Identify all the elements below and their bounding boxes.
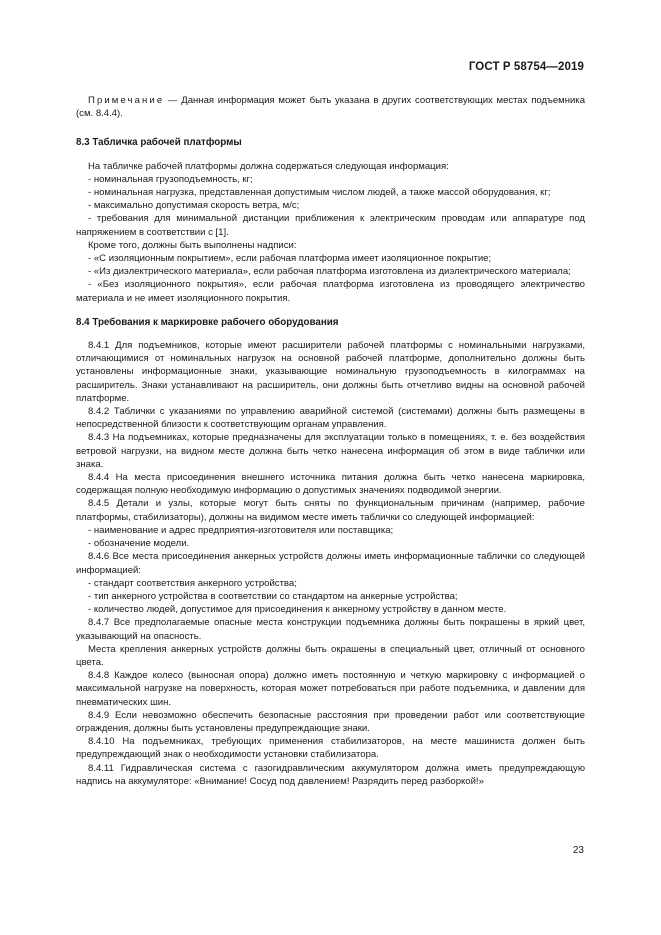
section-8-4-title: 8.4 Требования к маркировке рабочего оборудования <box>76 316 339 328</box>
paragraph-8-4-5: 8.4.5 Детали и узлы, которые могут быть сняты по функциональным причинам (например, рабочие платформы, стабилизаторы), должны на видимом месте иметь таблички со следующей информацией: <box>76 498 585 523</box>
paragraph-8-4-7b: Места крепления анкерных устройств должны быть окрашены в специальный цвет, отличный от основного цвета. <box>76 643 585 668</box>
paragraph-8-4-8: 8.4.8 Каждое колесо (выносная опора) должно иметь постоянную и четкую маркировку с информацией о максимальной нагрузке на поверхность, которая может потребоваться при работе подъемника, и давлении для пневматических шин. <box>76 670 585 708</box>
list-item: - максимально допустимая скорость ветра, м/с; <box>88 200 300 212</box>
paragraph-8-4-7: 8.4.7 Все предполагаемые опасные места конструкции подъемника должны быть покрашены в яркий цвет, указывающий на опасность. <box>76 617 585 642</box>
paragraph-8-4-11: 8.4.11 Гидравлическая система с газогидравлическим аккумулятором должна иметь предупреждающую надпись на аккумуляторе: «Внимание! Сосуд под давлением! Разрядить перед разборкой!» <box>76 762 585 787</box>
list-item: - «Без изоляционного покрытия», если рабочая платформа изготовлена из проводящего электричество материала и не имеет изоляционного покрытия. <box>76 279 585 304</box>
list-item: - тип анкерного устройства в соответствии со стандартом на анкерные устройства; <box>88 590 458 602</box>
paragraph-8-4-4: 8.4.4 На места присоединения внешнего источника питания должна быть четко нанесена маркировка, содержащая полную необходимую информацию о допустимых значениях подводимой энергии. <box>76 472 585 497</box>
section-8-3-title: 8.3 Табличка рабочей платформы <box>76 137 242 149</box>
list-item: - стандарт соответствия анкерного устройства; <box>88 577 297 589</box>
section-8-3-intro2: Кроме того, должны быть выполнены надписи: <box>88 239 297 251</box>
list-item: - «С изоляционным покрытием», если рабочая платформа имеет изоляционное покрытие; <box>88 253 492 265</box>
page-number: 23 <box>572 845 584 856</box>
list-item: - обозначение модели. <box>88 538 190 550</box>
paragraph-8-4-3: 8.4.3 На подъемниках, которые предназначены для эксплуатации только в помещениях, т. е. без воздействия ветровой нагрузки, на видном месте должна быть четко нанесена информация об этом в виде таблички или знака. <box>76 432 585 470</box>
note-text: — Данная информация может быть указана в других соответствующих местах подъемника (см. 8.4.4). <box>76 95 585 120</box>
list-item: - номинальная нагрузка, представленная допустимым числом людей, а также массой оборудования, кг; <box>88 187 551 199</box>
section-8-3-intro: На табличке рабочей платформы должна содержаться следующая информация: <box>88 160 449 172</box>
paragraph-8-4-10: 8.4.10 На подъемниках, требующих применения стабилизаторов, на месте машиниста должен быть предупреждающий знак о необходимости установки стабилизатора. <box>76 736 585 761</box>
note-paragraph <box>76 94 585 120</box>
note-label: Примечание <box>88 95 165 106</box>
list-item: - «Из диэлектрического материала», если рабочая платформа изготовлена из диэлектрического материала; <box>88 266 571 278</box>
page-body <box>76 86 585 788</box>
paragraph-8-4-2: 8.4.2 Таблички с указаниями по управлению аварийной системой (системами) должны быть размещены в непосредственной близости к соответствующим органам управления. <box>76 406 585 431</box>
list-item: - требования для минимальной дистанции приближения к электрическим проводам или аппаратуре под напряжением в соответствии с [1]. <box>76 213 585 238</box>
list-item: - наименование и адрес предприятия-изготовителя или поставщика; <box>88 524 394 536</box>
paragraph-8-4-6: 8.4.6 Все места присоединения анкерных устройств должны иметь информационные таблички со следующей информацией: <box>76 551 585 576</box>
document-id-header: ГОСТ Р 58754—2019 <box>468 61 584 73</box>
list-item: - номинальная грузоподъемность, кг; <box>88 173 253 185</box>
list-item: - количество людей, допустимое для присоединения к анкерному устройству в данном месте. <box>88 604 507 616</box>
paragraph-8-4-9: 8.4.9 Если невозможно обеспечить безопасные расстояния при проведении работ или соответствующие ограждения, должны быть установлены предупреждающие знаки. <box>76 709 585 734</box>
paragraph-8-4-1: 8.4.1 Для подъемников, которые имеют расширители рабочей платформы с номинальными нагрузками, отличающимися от номинальных нагрузок на основной рабочей платформе, дополнительно должны быть установлены информационные знаки, указывающие номинальную грузоподъемность в килограммах на расширитель. Знаки устанавливают на расширитель, они должны быть отчетливо видны на основной рабочей платформе. <box>76 340 585 404</box>
